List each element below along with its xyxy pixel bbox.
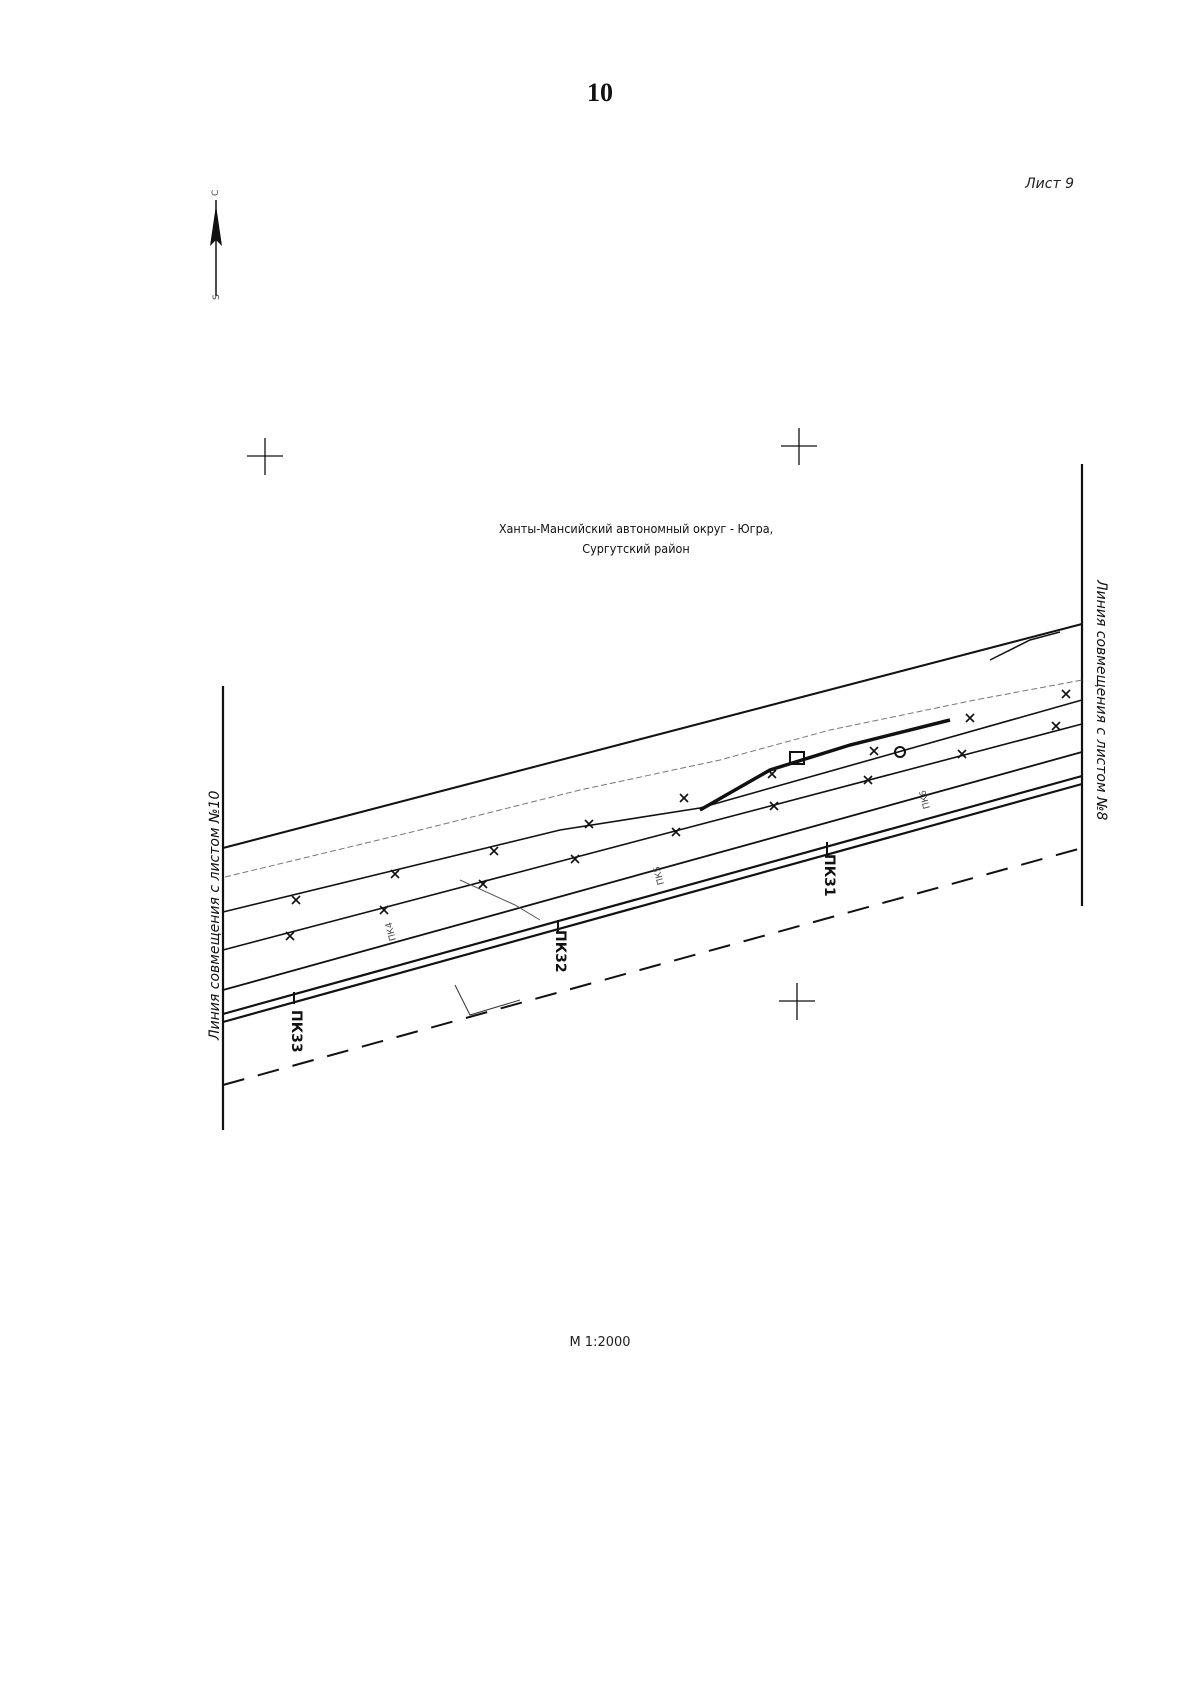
grid-crosses	[247, 428, 817, 1020]
picket-label-32: ПК32	[552, 930, 568, 973]
region-line-1: Ханты-Мансийский автономный округ - Югра,	[498, 521, 774, 536]
map-scale: М 1:2000	[569, 1335, 631, 1350]
left-match-label: Линия совмещения с листом №10	[207, 790, 223, 1040]
right-match-label: Линия совмещения с листом №8	[1093, 580, 1109, 821]
north-label: С	[211, 189, 221, 196]
route-corridor	[223, 624, 1082, 1085]
small-label-pk4: ПК4	[384, 920, 399, 942]
picket-label-33: ПК33	[288, 1010, 304, 1053]
small-label-pk5: ПК5	[652, 864, 667, 886]
north-arrow-icon	[210, 190, 222, 300]
region-line-2: Сургутский район	[582, 541, 690, 556]
picket-label-31: ПК31	[821, 854, 837, 897]
page-number: 10	[587, 78, 613, 107]
sheet-label: Лист 9	[1025, 176, 1074, 192]
svg-text:S: S	[212, 294, 222, 300]
small-label-pk6: ПК6	[918, 788, 933, 810]
